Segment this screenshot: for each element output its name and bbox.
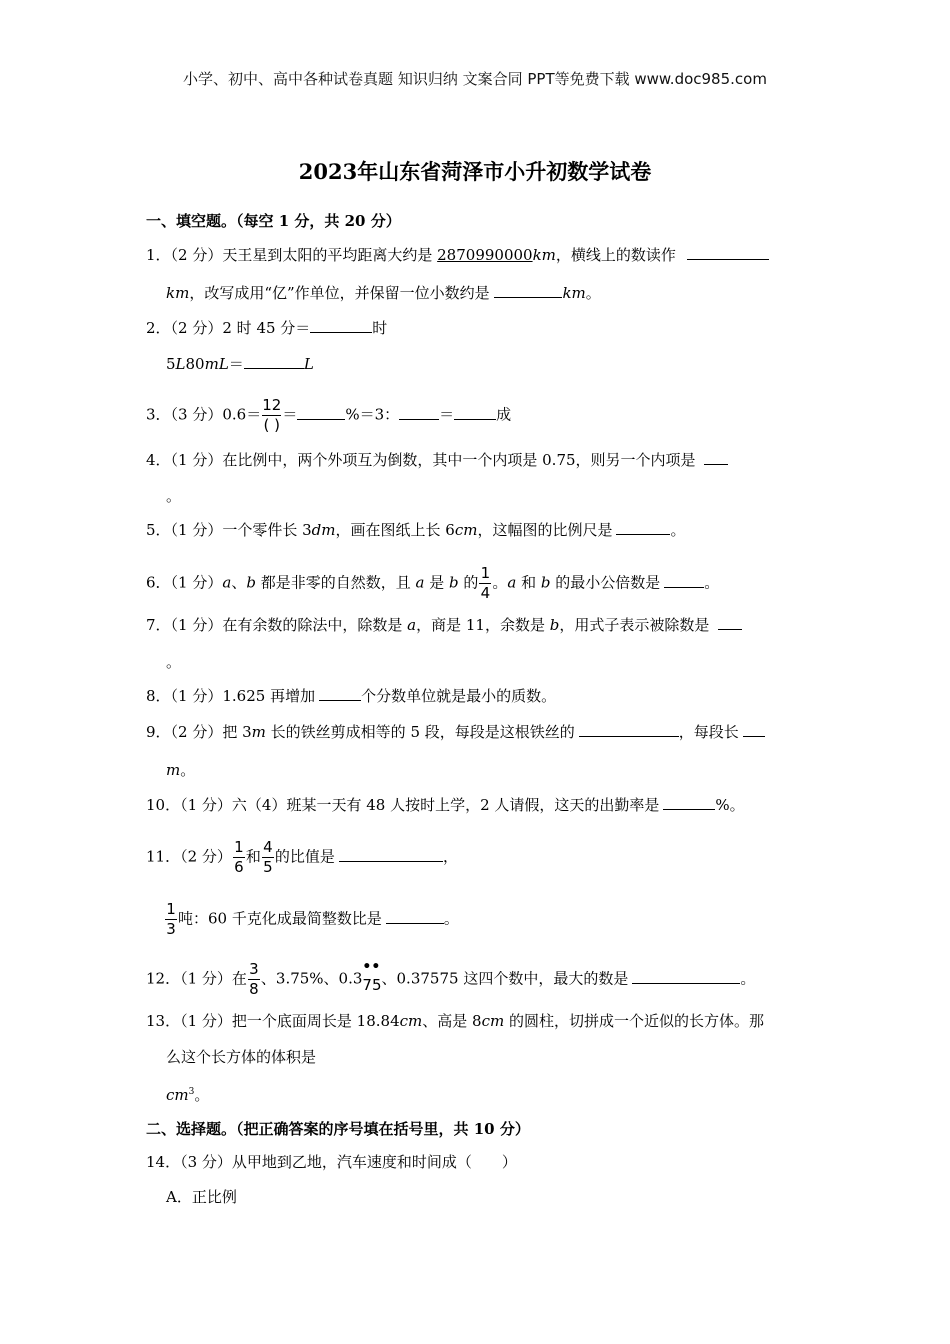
fraction: $\frac{12}{( )}$ (262, 396, 282, 434)
question-13-cont-2: $cm^3$。 (166, 1086, 210, 1104)
question-2: 2．（2 分）2 时 45 分＝ 时 (146, 319, 388, 337)
question-4: 4．（1 分）在比例中，两个外项互为倒数，其中一个内项是 0.75，则另一个内项是 (146, 450, 728, 470)
question-7: 7．（1 分）在有余数的除法中，除数是 a，商是 11，余数是 b，用式子表示被除数是 (146, 615, 742, 635)
question-12: 12．（1 分）在 $\frac{3}{8}$ 、3.75%、0.3 • • 75、0.37575 这四个数中，最大的数是 。 (146, 958, 756, 998)
answer-blank[interactable] (664, 573, 704, 588)
question-11-cont: $\frac{1}{3}$ 吨：60 千克化成最简整数比是 。 (166, 900, 459, 938)
answer-blank[interactable] (454, 405, 496, 420)
answer-blank[interactable] (297, 405, 345, 420)
question-14: 14．（3 分）从甲地到乙地，汽车速度和时间成（ ） (146, 1153, 517, 1171)
answer-blank[interactable] (579, 722, 679, 737)
option-a[interactable]: A．正比例 (166, 1188, 237, 1206)
question-7-cont: 。 (166, 653, 182, 671)
page-header: 小学、初中、高中各种试卷真题 知识归纳 文案合同 PPT等免费下载 www.doc985.com (183, 70, 767, 88)
question-10: 10．（1 分）六（4）班某一天有 48 人按时上学，2 人请假，这天的出勤率是 %。 (146, 796, 745, 814)
question-2-cont: 5L80mL＝ L (166, 355, 314, 373)
answer-blank[interactable] (339, 847, 443, 862)
question-5: 5．（1 分）一个零件长 3dm，画在图纸上长 6cm，这幅图的比例尺是 。 (146, 521, 686, 539)
answer-blank[interactable] (632, 969, 740, 984)
question-4-cont: 。 (166, 487, 182, 505)
fraction: $\frac{3}{8}$ (249, 960, 259, 998)
answer-blank[interactable] (704, 450, 728, 465)
question-13: 13．（1 分）把一个底面周长是 18.84cm、高是 8cm 的圆柱，切拼成一个近似的长方体。那 (146, 1012, 764, 1030)
question-11: 11．（2 分） $\frac{1}{6}$ 和 $\frac{4}{5}$ 的比值是 ， (146, 838, 458, 876)
section-fill-in: 一、填空题。（每空 1 分，共 20 分） (146, 212, 401, 230)
answer-blank[interactable] (616, 520, 670, 535)
fraction: $\frac{1}{4}$ (480, 564, 491, 602)
question-1: 1．（2 分）天王星到太阳的平均距离大约是 2870990000km，横线上的数读作 (146, 245, 769, 265)
fraction: $\frac{1}{3}$ (166, 900, 176, 938)
repeating-decimal: • • 75 (362, 958, 382, 994)
question-13-cont: 么这个长方体的体积是 (166, 1048, 317, 1066)
answer-blank[interactable] (494, 283, 562, 298)
question-9-cont: m。 (166, 761, 196, 779)
answer-blank[interactable] (718, 615, 742, 630)
answer-blank[interactable] (244, 354, 304, 369)
fraction: $\frac{1}{6}$ (234, 838, 244, 876)
answer-blank[interactable] (743, 722, 765, 737)
answer-blank[interactable] (319, 686, 361, 701)
question-3: 3．（3 分）0.6＝ $\frac{12}{( )}$ ＝ %＝3： ＝ 成 (146, 396, 512, 434)
question-6: 6．（1 分）a、b 都是非零的自然数，且 a 是 b 的 $\frac{1}{4}$ 。a 和 b 的最小公倍数是 。 (146, 564, 720, 602)
answer-blank[interactable] (399, 405, 439, 420)
fraction: $\frac{4}{5}$ (263, 838, 273, 876)
answer-blank[interactable] (310, 318, 372, 333)
page-title: 2023年山东省菏泽市小升初数学试卷 (298, 159, 652, 184)
question-8: 8．（1 分）1.625 再增加 个分数单位就是最小的质数。 (146, 687, 557, 705)
answer-blank[interactable] (386, 909, 444, 924)
answer-blank[interactable] (687, 245, 769, 260)
question-1-cont: km，改写成用“亿”作单位，并保留一位小数约是 km。 (166, 284, 601, 302)
answer-blank[interactable] (663, 795, 715, 810)
question-9: 9．（2 分）把 3m 长的铁丝剪成相等的 5 段，每段是这根铁丝的 ，每段长 (146, 722, 765, 742)
section-multiple-choice: 二、选择题。（把正确答案的序号填在括号里，共 10 分） (146, 1120, 530, 1138)
